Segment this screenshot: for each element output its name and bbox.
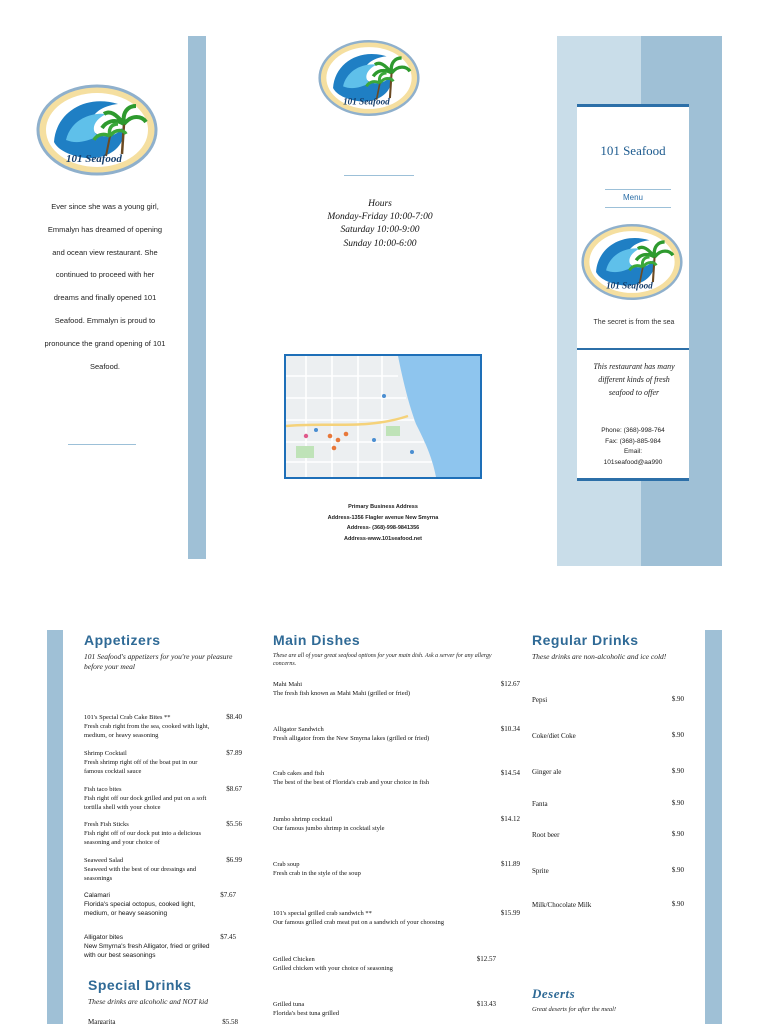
hours-block [300,198,460,251]
address-block [290,502,476,544]
menu-item [273,860,473,878]
map-graphic [286,356,480,477]
item-desc: Florida's best tuna grilled [273,1010,339,1017]
item-name: Crab soup [273,861,300,868]
cover-blurb: This restaurant has many different kinds of fresh seafood to offer [593,362,675,397]
item-price: $7.89 [226,749,242,757]
item-name: Grilled Chicken [273,956,315,963]
hours-weekdays: Monday-Friday 10:00-7:00 [327,212,433,223]
item-price: $14.12 [500,815,520,823]
item-desc: Fresh crab in the style of the soup [273,870,361,877]
address-phone: Address- (368)-998-9841356 [346,525,420,531]
cover-panel [577,104,689,481]
hours-saturday: Saturday 10:00-9:00 [340,225,420,236]
divider [344,175,414,176]
cover-email: 101seafood@aa990 [603,458,663,466]
item-price: $12.57 [476,955,496,963]
deserts-description: Great deserts for after the meal! [532,1006,617,1013]
item-price: $7.67 [220,891,236,899]
address-title: Primary Business Address [348,504,418,510]
cover-title: 101 Seafood [600,143,666,158]
regular-drinks-heading: Regular Drinks [532,632,639,648]
item-desc: Fresh crab right from the sea, cooked with light, medium, or heavy seasoning [84,723,210,739]
seafood-logo-info [318,38,420,118]
item-desc: The fresh fish known as Mahi Mahi (grilled or fried) [273,690,411,697]
item-desc: Fish right off our dock grilled and put on a soft tortilla shell with your choice [84,795,207,811]
item-name: Crab cakes and fish [273,770,325,777]
item-desc: Fresh alligator from the New Smyrna lakes (grilled or fried) [273,735,430,742]
drink-price: $.90 [671,767,684,775]
seafood-logo-cover [581,219,683,305]
menu-item [273,909,473,927]
drink-name: Coke/diet Coke [532,732,576,740]
cover-tagline: The secret is from the sea [593,319,675,326]
drink-price: $.90 [671,900,684,908]
item-name: Alligator bites [84,934,124,941]
logo-label: 101 Seafood [606,280,653,291]
menu-item [273,725,473,743]
item-desc: The best of the best of Florida's crab and your choice in fish [273,779,430,786]
menu-item [84,820,218,847]
drink-price: $5.58 [222,1018,238,1024]
item-name: 101's special grilled crab sandwich ** [273,910,372,917]
address-web: Address-www.101seafood.net [343,535,423,542]
drink-price: $.90 [671,731,684,739]
drink-name: Pepsi [532,696,548,704]
decorative-stripe-left [188,36,206,559]
item-price: $13.43 [476,1000,496,1008]
drink-price: $.90 [671,830,684,838]
item-price: $7.45 [220,933,236,941]
appetizers-description: 101 Seafood's appetizers for you're your pleasure before your meal [84,652,233,671]
item-name: Seaweed Salad [84,857,124,864]
item-price: $8.40 [226,713,242,721]
address-street: Address-1356 Flagler avenue New Smyrna [327,514,439,521]
item-desc: Grilled chicken with your choice of seasoning [273,965,393,972]
cover-phone: Phone: (368)-998-764 [601,427,665,434]
item-name: Shrimp Cocktail [84,750,127,757]
drink-name: Sprite [532,867,549,875]
menu-item [273,1000,473,1018]
item-desc: Florida's special octopus, cooked light, medium, or heavy seasoning [84,901,196,918]
item-price: $8.67 [226,785,242,793]
special-drinks-description: These drinks are alcoholic and NOT kid [88,997,208,1006]
menu-item [84,785,218,812]
menu-item [273,955,473,973]
cover-menu-label: Menu [622,193,643,202]
divider [605,189,671,190]
hours-sunday: Sunday 10:00-6:00 [343,238,417,249]
item-name: Fresh Fish Sticks [84,821,129,828]
menu-item [84,856,218,883]
cover-fax: Fax: (368)-885-984 [605,437,661,445]
item-name: Grilled tuna [273,1001,305,1008]
drink-price: $.90 [671,695,684,703]
decorative-stripe-inner-left [47,630,63,1024]
item-name: Jumbo shrimp cocktail [273,816,333,823]
item-desc: New Smyrna's fresh Alligator, fried or grilled with our best seasonings [84,943,210,960]
cover-email-label: Email: [623,448,643,455]
hours-title: Hours [368,199,392,209]
owner-story: Ever since she was a young girl, Emmalyn has dreamed of opening and ocean view restaurant. She continued to proceed with her dreams and finally opened 101 Seafood. Emmalyn is proud to pronounce the grand opening of 101 Seafood. [44,202,166,371]
divider [605,207,671,208]
menu-item [84,713,218,740]
main-dishes-heading: Main Dishes [273,632,361,648]
main-dishes-description: These are all of your great seafood options for your main dish. Ask a server for any allergy concerns. [273,653,492,667]
item-price: $11.89 [501,860,520,868]
location-map[interactable] [284,354,482,479]
regular-drinks-description: These drinks are non-alcoholic and ice cold! [532,652,667,661]
item-price: $6.99 [226,856,242,864]
appetizers-heading: Appetizers [84,632,161,648]
drink-name: Milk/Chocolate Milk [532,901,592,909]
drink-name: Ginger ale [532,768,562,776]
cover-box-border [577,348,689,350]
item-price: $5.56 [226,820,242,828]
item-name: 101's Special Crab Cake Bites ** [84,714,171,721]
item-desc: Seaweed with the best of our dressings and seasonings [84,866,197,882]
item-name: Alligator Sandwich [273,726,324,733]
drink-name: Fanta [532,800,548,808]
drink-name: Margarita [88,1018,116,1024]
seafood-logo-about [36,84,158,176]
item-desc: Fish right off of our dock put into a delicious seasoning and your choice of [84,830,202,846]
menu-item [84,749,218,776]
item-price: $15.99 [500,909,520,917]
decorative-stripe-inner-right [705,630,722,1024]
logo-label: 101 Seafood [66,153,122,165]
item-name: Fish taco bites [84,786,122,793]
menu-item [273,769,473,787]
divider [68,444,136,445]
item-price: $10.34 [500,725,520,733]
drink-name: Root beer [532,831,560,839]
menu-item [84,933,216,961]
drink-price: $.90 [671,799,684,807]
item-desc: Our famous grilled crab meat put on a sandwich of your choosing [273,919,444,926]
item-desc: Fresh shrimp right off of the boat put in our famous cocktail sauce [84,759,198,775]
special-drinks-heading: Special Drinks [88,977,192,993]
item-price: $14.54 [500,769,520,777]
item-name: Calamari [84,892,111,899]
drink-price: $.90 [671,866,684,874]
menu-item [84,891,216,919]
menu-item [273,815,473,833]
cover-contact [585,426,681,468]
item-name: Mahi Mahi [273,681,303,688]
item-price: $12.67 [500,680,520,688]
menu-item [273,680,473,698]
logo-label: 101 Seafood [343,96,390,107]
item-desc: Our famous jumbo shrimp in cocktail style [273,825,385,832]
deserts-heading: Deserts [532,986,576,1001]
